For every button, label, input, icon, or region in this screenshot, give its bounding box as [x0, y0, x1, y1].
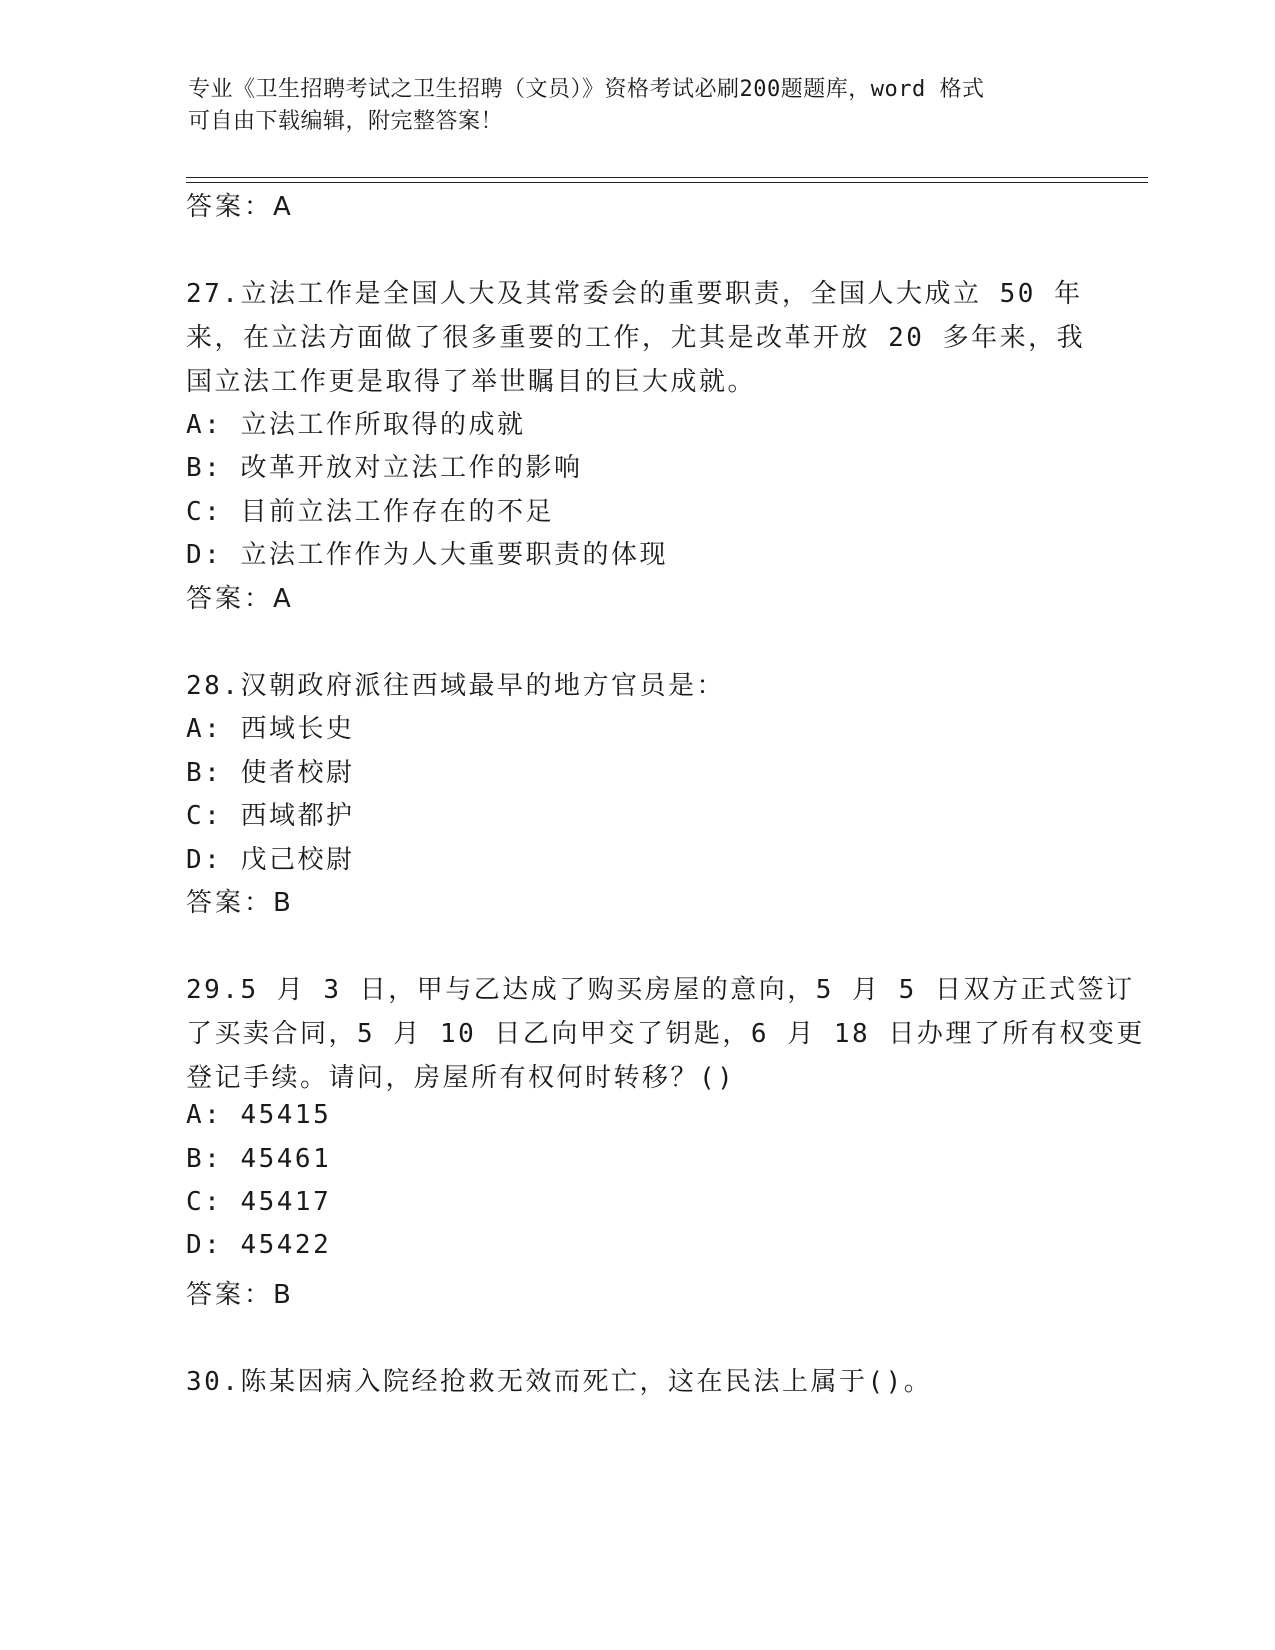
header-line-2: 可自由下载编辑，附完整答案！: [188, 109, 504, 134]
question-28-stem-line-1: 28.汉朝政府派往西域最早的地方官员是：: [186, 671, 725, 701]
question-27-option-a: A: 立法工作所取得的成就: [186, 410, 526, 440]
question-27-answer: 答案：A: [186, 584, 294, 614]
question-28-option-c: C: 西域都护: [186, 801, 355, 831]
question-27-option-d: D: 立法工作作为人大重要职责的体现: [186, 540, 668, 570]
question-29-option-a: A: 45415: [186, 1100, 332, 1130]
question-27-option-c: C: 目前立法工作存在的不足: [186, 497, 554, 527]
question-29-stem-line-1: 29.5 月 3 日，甲与乙达成了购买房屋的意向，5 月 5 日双方正式签订: [186, 975, 1135, 1005]
question-29-stem-line-3: 登记手续。请问，房屋所有权何时转移？(): [186, 1063, 736, 1093]
previous-answer: 答案：A: [186, 192, 294, 222]
question-29-option-b: B: 45461: [186, 1144, 332, 1174]
header-line-1: 专业《卫生招聘考试之卫生招聘（文员）》资格考试必刷200题题库，word 格式: [188, 77, 985, 102]
question-29-answer: 答案：B: [186, 1280, 294, 1310]
question-28-option-a: A: 西域长史: [186, 714, 355, 744]
question-27-stem-line-2: 来，在立法方面做了很多重要的工作，尤其是改革开放 20 多年来，我: [186, 323, 1086, 353]
question-29-option-d: D: 45422: [186, 1230, 332, 1260]
page-header: [188, 74, 1088, 138]
question-28-answer: 答案：B: [186, 888, 294, 918]
question-27-option-b: B: 改革开放对立法工作的影响: [186, 453, 583, 483]
question-27-stem-line-1: 27.立法工作是全国人大及其常委会的重要职责，全国人大成立 50 年: [186, 279, 1083, 309]
question-29-option-c: C: 45417: [186, 1187, 332, 1217]
header-divider: [186, 177, 1148, 183]
question-29-stem-line-2: 了买卖合同，5 月 10 日乙向甲交了钥匙，6 月 18 日办理了所有权变更: [186, 1019, 1145, 1049]
question-28-option-b: B: 使者校尉: [186, 758, 355, 788]
question-27-stem-line-3: 国立法工作更是取得了举世瞩目的巨大成就。: [186, 367, 757, 397]
question-28-option-d: D: 戊己校尉: [186, 845, 355, 875]
question-30-stem-line-1: 30.陈某因病入院经抢救无效而死亡，这在民法上属于()。: [186, 1367, 933, 1397]
